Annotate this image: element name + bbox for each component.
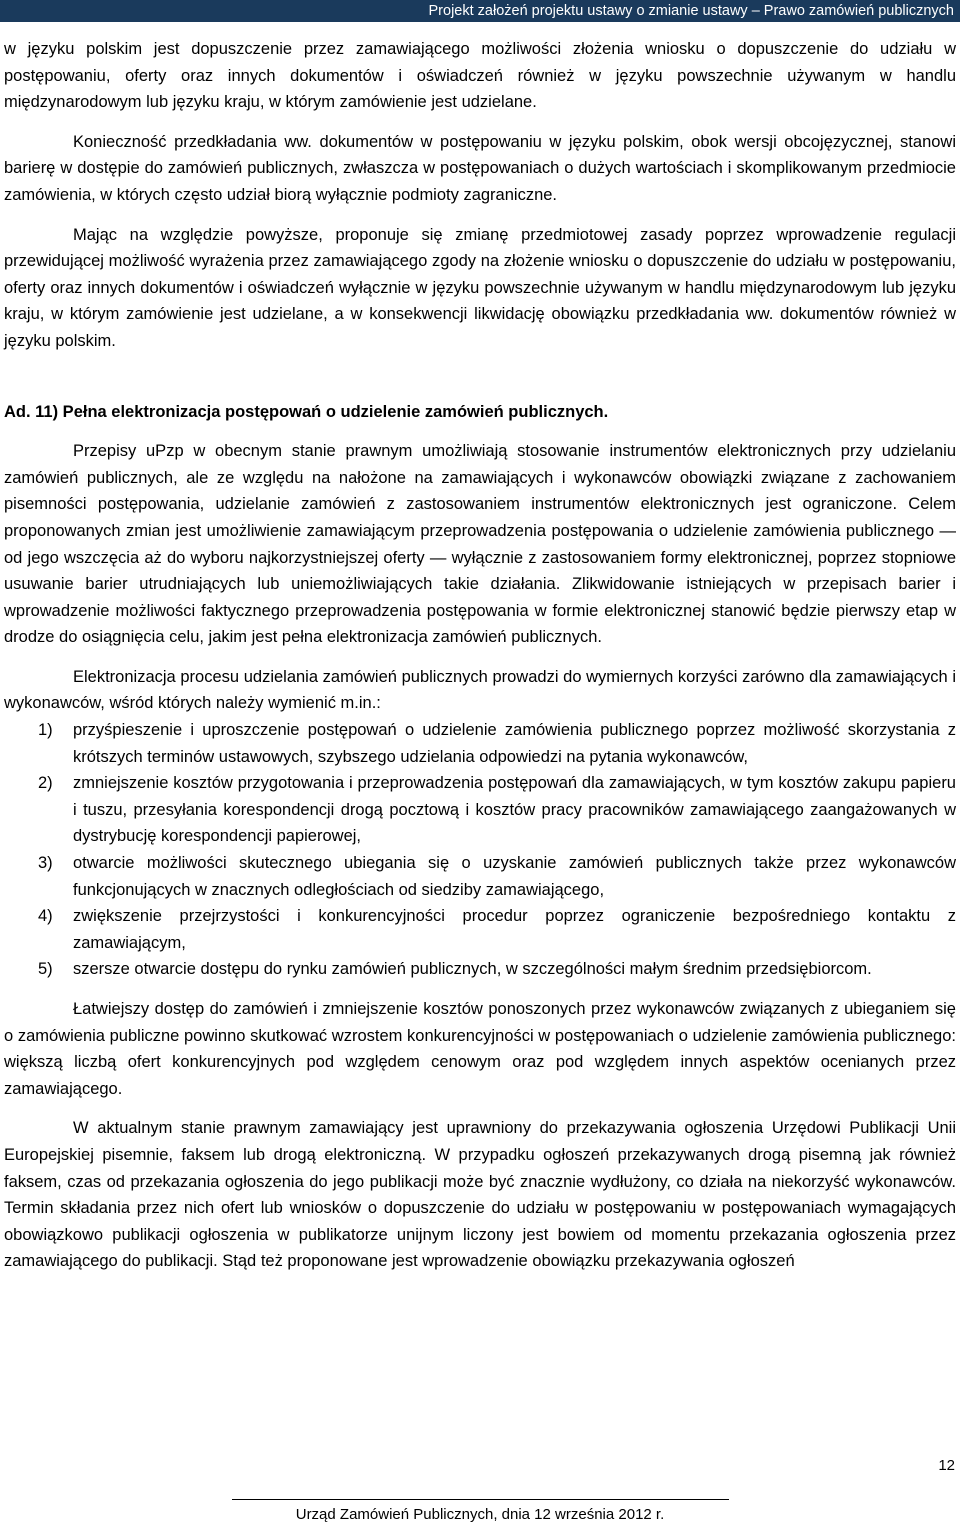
list-item-text: zwiększenie przejrzystości i konkurencyjności procedur poprzez ograniczenie bezpośredniego kontaktu z zamawiającym, bbox=[73, 907, 956, 952]
footer-divider bbox=[232, 1499, 729, 1500]
list-item bbox=[4, 717, 956, 770]
list-item bbox=[4, 770, 956, 850]
paragraph-7: W aktualnym stanie prawnym zamawiający jest uprawniony do przekazywania ogłoszenia Urzędowi Publikacji Unii Europejskiej pisemnie, faksem lub drogą elektroniczną. W przypadku ogłoszeń przekazywanych drogą pisemną jak również faksem, czas od przekazania ogłoszenia do jego publikacji może być znacznie wydłużony, co działa na niekorzyść wykonawców. Termin składania przez nich ofert lub wniosków o dopuszczenie do udziału w postępowaniu w postępowaniach wymagających obowiązkowo publikacji ogłoszenia w publikatorze unijnym liczony jest bowiem od momentu przekazania ogłoszenia przez zamawiającego do publikacji. Stąd też proponowane jest wprowadzenie obowiązku przekazywania ogłoszeń bbox=[4, 1119, 956, 1271]
list-item-text: zmniejszenie kosztów przygotowania i przeprowadzenia postępowań dla zamawiających, w tym kosztów zakupu papieru i tuszu, przesyłania korespondencji drogą pocztową i kosztów pracy pracowników zamawiającego zaangażowanych w dystrybucję korespondencji papierowej, bbox=[73, 774, 956, 846]
paragraph-5: Elektronizacja procesu udzielania zamówień publicznych prowadzi do wymiernych korzyści zarówno dla zamawiających i wykonawców, wśród których należy wymienić m.in.: bbox=[4, 667, 956, 713]
list-item-number: 3) bbox=[38, 854, 53, 873]
paragraph-4: Przepisy uPzp w obecnym stanie prawnym umożliwiają stosowanie instrumentów elektronicznych przy udzielaniu zamówień publicznych, ale ze względu na nałożone na zamawiających i wykonawców obowiązki związane z zachowaniem pisemności postępowania, udzielanie zamówień z zastosowaniem instrumentów elektronicznych jest ograniczone. Celem proponowanych zmian jest umożliwienie zamawiającym przeprowadzenia postępowania o udzielenie zamówienia publicznego — od jego wszczęcia aż do wyboru najkorzystniejszej oferty — wyłącznie z zastosowaniem formy elektronicznej, poprzez stopniowe usuwanie barier utrudniających lub uniemożliwiających takie działania. Zlikwidowanie istniejących w przepisach barier i wprowadzenie możliwości faktycznego przeprowadzenia postępowania w formie elektronicznej stanowić będzie pierwszy etap w drodze do osiągnięcia celu, jakim jest pełna elektronizacja zamówień publicznych. bbox=[4, 442, 956, 647]
list-item-number: 4) bbox=[38, 907, 53, 926]
list-item-number: 1) bbox=[38, 721, 53, 740]
footer-text: Urząd Zamówień Publicznych, dnia 12 września 2012 r. bbox=[295, 1506, 665, 1523]
list-item-number: 5) bbox=[38, 960, 53, 979]
list-item-text: otwarcie możliwości skutecznego ubiegania się o uzyskanie zamówień publicznych także przez wykonawców funkcjonujących w znacznych odległościach od siedziby zamawiającego, bbox=[73, 854, 956, 899]
list-item-text: przyśpieszenie i uproszczenie postępowań o udzielenie zamówienia publicznego poprzez możliwość skorzystania z krótszych terminów ustawowych, szybszego udzielania odpowiedzi na pytania wykonawców, bbox=[73, 721, 956, 766]
paragraph-3: Mając na względzie powyższe, proponuje się zmianę przedmiotowej zasady poprzez wprowadzenie regulacji przewidującej możliwość wyrażenia przez zamawiającego zgody na złożenie wniosku o dopuszczenie do udziału w postępowaniu, oferty oraz innych dokumentów i oświadczeń wyłącznie w języku powszechnie używanym w handlu międzynarodowym lub języku kraju, w którym zamówienie jest udzielane, a w konsekwencji likwidację obowiązku przedkładania ww. dokumentów również w języku polskim. bbox=[4, 225, 956, 350]
document-title: Projekt założeń projektu ustawy o zmianie ustawy – Prawo zamówień publicznych bbox=[428, 3, 954, 19]
paragraph-1: w języku polskim jest dopuszczenie przez zamawiającego możliwości złożenia wniosku o dopuszczenie do udziału w postępowaniu, oferty oraz innych dokumentów i oświadczeń również w języku powszechnie używanym w handlu międzynarodowym lub języku kraju, w którym zamówienie jest udzielane. bbox=[4, 40, 956, 112]
page-content bbox=[4, 36, 956, 1275]
paragraph-6: Łatwiejszy dostęp do zamówień i zmniejszenie kosztów ponoszonych przez wykonawców związanych z ubieganiem się o zamówienia publiczne powinno skutkować wzrostem konkurencyjności w postępowaniach o udzielenie zamówienia publicznego: większą liczbą ofert konkurencyjnych pod względem cenowym oraz pod względem innych aspektów ocenianych przez zamawiającego. bbox=[4, 1000, 956, 1098]
list-item-number: 2) bbox=[38, 774, 53, 793]
page-number: 12 bbox=[938, 1457, 955, 1474]
paragraph-2: Konieczność przedkładania ww. dokumentów w postępowaniu w języku polskim, obok wersji obcojęzycznej, stanowi barierę w dostępie do zamówień publicznych, zwłaszcza w postępowaniach o dużych wartościach i skomplikowanym przedmiocie zamówienia, w których często udział biorą wyłącznie podmioty zagraniczne. bbox=[4, 132, 956, 204]
header-bar bbox=[0, 0, 960, 22]
benefits-list bbox=[4, 717, 956, 983]
list-item bbox=[4, 850, 956, 903]
list-item bbox=[4, 956, 956, 983]
section-heading: Ad. 11) Pełna elektronizacja postępowań o udzielenie zamówień publicznych. bbox=[4, 402, 609, 421]
list-item bbox=[4, 903, 956, 956]
list-item-text: szersze otwarcie dostępu do rynku zamówień publicznych, w szczególności małym średnim przedsiębiorcom. bbox=[73, 960, 872, 979]
